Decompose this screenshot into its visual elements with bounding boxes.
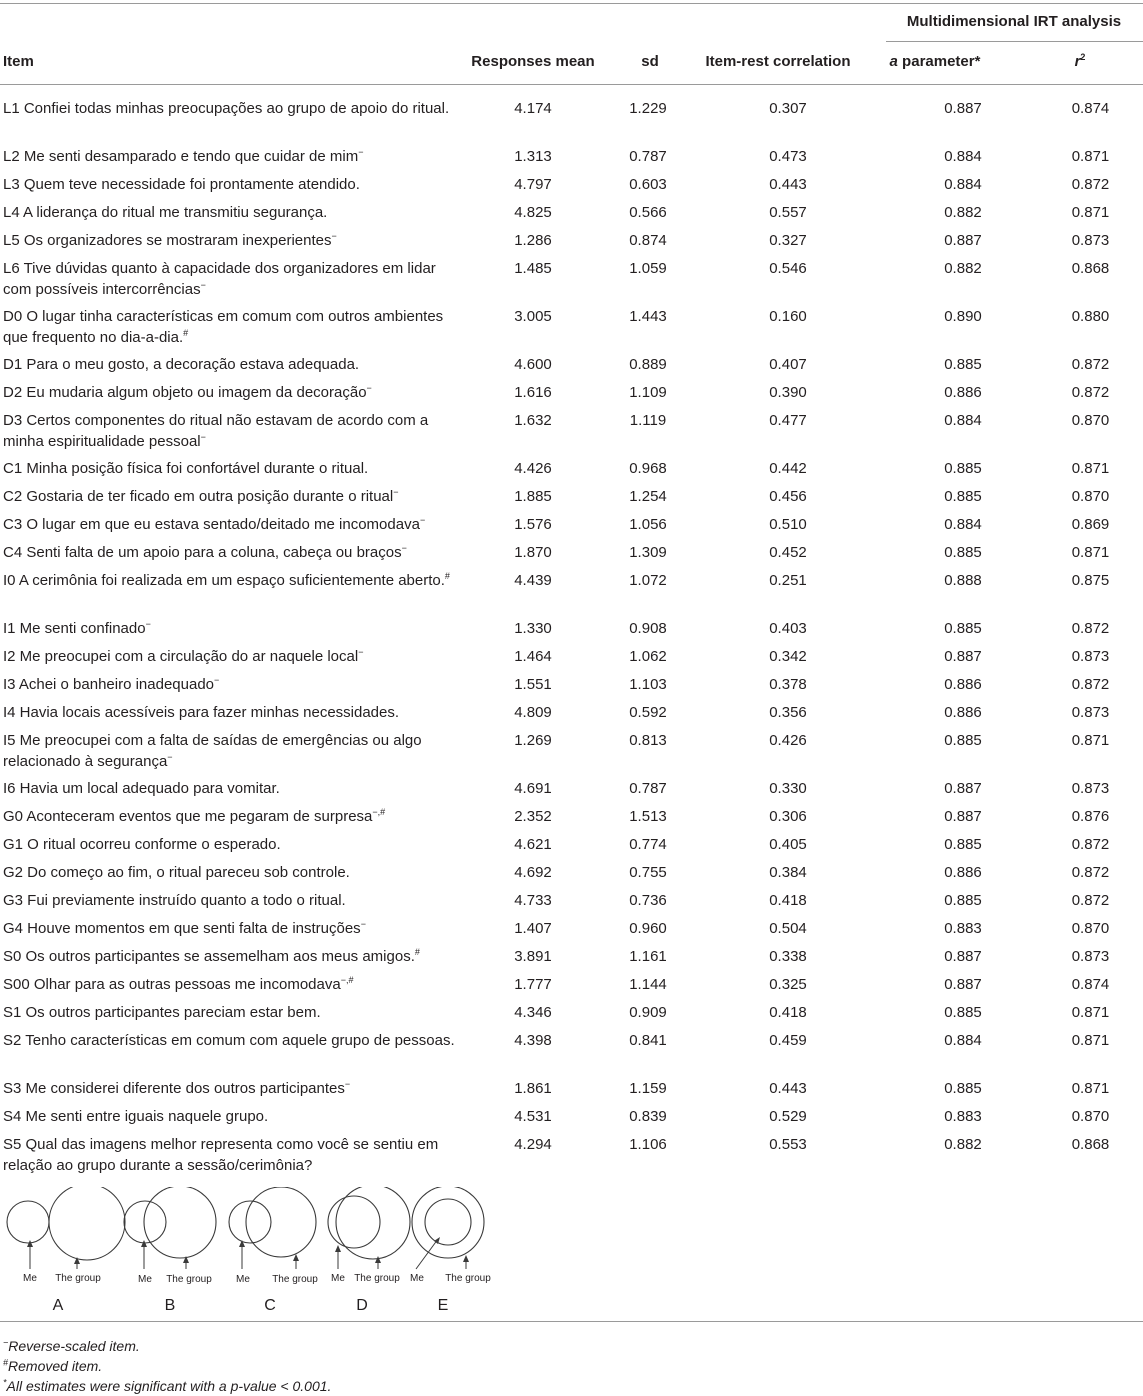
- sd-value: 1.109: [629, 384, 667, 401]
- item-text: I1 Me senti confinado−: [3, 619, 151, 637]
- option-b-me-label: Me: [138, 1274, 152, 1285]
- r2-value: 0.875: [1071, 572, 1110, 589]
- a-parameter: 0.887: [944, 808, 982, 825]
- responses-mean: 1.885: [514, 488, 552, 505]
- table-row: [0, 674, 1143, 702]
- item-text: D1 Para o meu gosto, a decoração estava adequada.: [3, 356, 360, 373]
- sd-value: 0.841: [629, 1032, 667, 1049]
- item-rest-correlation: 0.330: [769, 780, 807, 797]
- sd-value: 0.968: [629, 460, 667, 477]
- responses-mean: 4.692: [514, 864, 552, 881]
- responses-mean: 4.733: [514, 892, 552, 909]
- responses-mean: 4.621: [514, 836, 552, 853]
- a-parameter: 0.885: [944, 620, 982, 637]
- option-a-letter: A: [52, 1297, 64, 1314]
- responses-mean: 1.870: [514, 544, 552, 561]
- sd-value: 0.960: [629, 920, 667, 937]
- option-a-group-label: The group: [55, 1273, 101, 1284]
- a-parameter: 0.885: [944, 488, 982, 505]
- item-rest-correlation: 0.477: [769, 412, 807, 429]
- table-row: [0, 778, 1143, 806]
- items-table: [0, 98, 1143, 1176]
- responses-mean: 4.174: [514, 100, 552, 117]
- a-parameter: 0.883: [944, 920, 982, 937]
- sd-value: 0.592: [629, 704, 667, 721]
- col-header-sd: sd: [641, 53, 659, 70]
- item-rest-correlation: 0.325: [769, 976, 807, 993]
- item-text: C2 Gostaria de ter ficado em outra posição durante o ritual−: [3, 487, 399, 505]
- item-rest-correlation: 0.459: [769, 1032, 807, 1049]
- responses-mean: 1.576: [514, 516, 552, 533]
- responses-mean: 1.407: [514, 920, 552, 937]
- a-parameter: 0.882: [944, 1136, 982, 1153]
- table-row: [0, 946, 1143, 974]
- r2-value: 0.873: [1071, 648, 1110, 665]
- a-parameter: 0.887: [944, 948, 982, 965]
- option-b-me-circle: [124, 1201, 166, 1243]
- footnote-reverse-scaled: −Reverse-scaled item.: [3, 1337, 140, 1354]
- r2-value: 0.871: [1071, 732, 1110, 749]
- sd-value: 1.443: [629, 308, 667, 325]
- r2-value: 0.872: [1071, 356, 1110, 373]
- item-text: D0 O lugar tinha características em comum com outros ambientes que frequento no dia-a-dia.#: [3, 308, 444, 346]
- item-rest-correlation: 0.378: [769, 676, 807, 693]
- item-footnote-mark: −: [401, 543, 407, 553]
- col-header-item: Item: [3, 53, 34, 70]
- responses-mean: 1.777: [514, 976, 552, 993]
- a-parameter: 0.885: [944, 356, 982, 373]
- option-b-group-label: The group: [166, 1274, 212, 1285]
- item-rest-correlation: 0.504: [769, 920, 807, 937]
- r2-value: 0.874: [1071, 976, 1110, 993]
- a-parameter: 0.884: [944, 176, 982, 193]
- sd-value: 1.103: [629, 676, 667, 693]
- response-options-figure: [0, 1187, 500, 1317]
- sd-value: 1.072: [629, 572, 667, 589]
- responses-mean: 1.485: [514, 260, 552, 277]
- item-text: I5 Me preocupei com a falta de saídas de emergências ou algo relacionado à segurança−: [3, 732, 422, 770]
- sd-value: 1.056: [629, 516, 667, 533]
- group-underline: [886, 41, 1143, 42]
- item-text: C3 O lugar em que eu estava sentado/deitado me incomodava−: [3, 515, 426, 533]
- table-row: [0, 1030, 1143, 1078]
- r2-value: 0.873: [1071, 704, 1110, 721]
- responses-mean: 4.294: [514, 1136, 552, 1153]
- sd-value: 0.909: [629, 1004, 667, 1021]
- sd-value: 0.874: [629, 232, 667, 249]
- item-footnote-mark: −: [419, 515, 426, 525]
- r2-value: 0.872: [1071, 892, 1110, 909]
- table-row: [0, 1134, 1143, 1176]
- r2-value: 0.870: [1071, 920, 1110, 937]
- responses-mean: 4.531: [514, 1108, 552, 1125]
- a-parameter: 0.886: [944, 384, 982, 401]
- table-row: [0, 354, 1143, 382]
- r2-value: 0.868: [1071, 260, 1110, 277]
- item-text: G1 O ritual ocorreu conforme o esperado.: [3, 836, 281, 853]
- option-d-me-label: Me: [331, 1273, 345, 1284]
- item-rest-correlation: 0.426: [769, 732, 807, 749]
- item-rest-correlation: 0.405: [769, 836, 807, 853]
- a-parameter: 0.886: [944, 704, 982, 721]
- item-rest-correlation: 0.390: [769, 384, 807, 401]
- a-parameter: 0.885: [944, 836, 982, 853]
- responses-mean: 1.286: [514, 232, 552, 249]
- a-parameter: 0.885: [944, 544, 982, 561]
- a-parameter: 0.884: [944, 1032, 982, 1049]
- item-rest-correlation: 0.456: [769, 488, 807, 505]
- r2-value: 0.871: [1071, 460, 1110, 477]
- item-text: S2 Tenho características em comum com aquele grupo de pessoas.: [3, 1032, 455, 1049]
- col-header-itemrest: Item-rest correlation: [705, 53, 851, 70]
- responses-mean: 3.005: [514, 308, 552, 325]
- table-row: [0, 174, 1143, 202]
- responses-mean: 4.426: [514, 460, 552, 477]
- sd-value: 0.566: [629, 204, 667, 221]
- option-c-group-circle: [246, 1187, 316, 1257]
- item-text: S0 Os outros participantes se assemelham aos meus amigos.#: [3, 947, 420, 965]
- responses-mean: 4.691: [514, 780, 552, 797]
- item-rest-correlation: 0.342: [769, 648, 807, 665]
- item-text: L4 A liderança do ritual me transmitiu segurança.: [3, 204, 328, 221]
- r2-value: 0.869: [1071, 516, 1110, 533]
- sd-value: 1.309: [629, 544, 667, 561]
- a-parameter: 0.884: [944, 412, 982, 429]
- sd-value: 0.813: [629, 732, 667, 749]
- option-c-group-label: The group: [272, 1274, 318, 1285]
- option-d-group-label: The group: [354, 1273, 400, 1284]
- option-a-me-circle: [7, 1201, 49, 1243]
- r2-value: 0.868: [1071, 1136, 1110, 1153]
- option-c-me-circle: [229, 1201, 271, 1243]
- table-row: [0, 258, 1143, 306]
- a-parameter: 0.887: [944, 648, 982, 665]
- item-rest-correlation: 0.529: [769, 1108, 807, 1125]
- r2-value: 0.874: [1071, 100, 1110, 117]
- item-text: I0 A cerimônia foi realizada em um espaço suficientemente aberto.#: [3, 571, 450, 589]
- option-c-me-label: Me: [236, 1274, 250, 1285]
- item-footnote-mark: −: [358, 147, 364, 157]
- a-parameter: 0.884: [944, 148, 982, 165]
- a-parameter: 0.887: [944, 976, 982, 993]
- table-row: [0, 1106, 1143, 1134]
- item-text: C1 Minha posição física foi confortável durante o ritual.: [3, 460, 369, 477]
- option-e-group-label: The group: [445, 1273, 491, 1284]
- footnote-significance: *All estimates were significant with a p-value < 0.001.: [3, 1377, 332, 1394]
- a-parameter: 0.886: [944, 676, 982, 693]
- item-rest-correlation: 0.251: [769, 572, 807, 589]
- a-parameter: 0.882: [944, 260, 982, 277]
- item-text: L5 Os organizadores se mostraram inexperientes−: [3, 231, 337, 249]
- sd-value: 1.159: [629, 1080, 667, 1097]
- option-e-group-circle: [412, 1187, 484, 1258]
- table-bottom-rule: [0, 1321, 1143, 1322]
- option-e-me-circle: [425, 1199, 471, 1245]
- item-text: L2 Me senti desamparado e tendo que cuidar de mim−: [3, 147, 364, 165]
- item-footnote-mark: −: [200, 280, 206, 290]
- item-text: S4 Me senti entre iguais naquele grupo.: [3, 1108, 269, 1125]
- item-footnote-mark: −: [145, 619, 151, 629]
- responses-mean: 4.809: [514, 704, 552, 721]
- a-parameter: 0.888: [944, 572, 982, 589]
- item-footnote-mark: −: [200, 432, 206, 442]
- item-footnote-mark: −: [358, 647, 364, 657]
- item-rest-correlation: 0.418: [769, 1004, 807, 1021]
- r2-value: 0.873: [1071, 780, 1110, 797]
- table-row: [0, 98, 1143, 146]
- a-parameter: 0.885: [944, 1004, 982, 1021]
- option-a-group-circle: [49, 1187, 125, 1260]
- r2-value: 0.872: [1071, 676, 1110, 693]
- table-row: [0, 834, 1143, 862]
- r2-value: 0.872: [1071, 620, 1110, 637]
- item-footnote-mark: −: [344, 1079, 351, 1089]
- a-parameter: 0.884: [944, 516, 982, 533]
- top-rule: [0, 3, 1143, 4]
- header-bottom-rule: [0, 84, 1143, 85]
- item-footnote-mark: −: [331, 231, 337, 241]
- item-text: L6 Tive dúvidas quanto à capacidade dos organizadores em lidar com possíveis intercorrências−: [3, 260, 436, 298]
- responses-mean: 3.891: [514, 948, 552, 965]
- table-row: [0, 230, 1143, 258]
- item-rest-correlation: 0.553: [769, 1136, 807, 1153]
- a-parameter: 0.886: [944, 864, 982, 881]
- sd-value: 1.106: [629, 1136, 667, 1153]
- item-rest-correlation: 0.473: [769, 148, 807, 165]
- item-rest-correlation: 0.327: [769, 232, 807, 249]
- table-row: [0, 570, 1143, 618]
- option-d-group-circle: [336, 1187, 410, 1259]
- item-rest-correlation: 0.306: [769, 808, 807, 825]
- item-text: S00 Olhar para as outras pessoas me incomodava−,#: [3, 975, 354, 993]
- responses-mean: 1.330: [514, 620, 552, 637]
- a-parameter: 0.890: [944, 308, 982, 325]
- item-footnote-mark: −: [393, 487, 399, 497]
- item-rest-correlation: 0.443: [769, 176, 807, 193]
- item-text: G2 Do começo ao fim, o ritual pareceu sob controle.: [3, 864, 350, 881]
- table-row: [0, 410, 1143, 458]
- r2-value: 0.871: [1071, 148, 1110, 165]
- responses-mean: 4.439: [514, 572, 552, 589]
- table-row: [0, 730, 1143, 778]
- item-text: G0 Aconteceram eventos que me pegaram de surpresa−,#: [3, 807, 386, 825]
- responses-mean: 4.398: [514, 1032, 552, 1049]
- responses-mean: 4.346: [514, 1004, 552, 1021]
- col-header-mean: Responses mean: [471, 53, 595, 70]
- item-footnote-mark: #: [444, 571, 450, 581]
- sd-value: 0.889: [629, 356, 667, 373]
- item-rest-correlation: 0.442: [769, 460, 807, 477]
- item-rest-correlation: 0.356: [769, 704, 807, 721]
- table-row: [0, 542, 1143, 570]
- option-e-letter: E: [437, 1297, 449, 1314]
- r2-value: 0.873: [1071, 232, 1110, 249]
- sd-value: 0.755: [629, 864, 667, 881]
- a-parameter: 0.887: [944, 232, 982, 249]
- item-footnote-mark: −,#: [372, 807, 386, 817]
- option-b-letter: B: [164, 1297, 176, 1314]
- sd-value: 0.603: [629, 176, 667, 193]
- responses-mean: 1.616: [514, 384, 552, 401]
- item-rest-correlation: 0.384: [769, 864, 807, 881]
- sd-value: 1.144: [629, 976, 667, 993]
- a-parameter: 0.887: [944, 780, 982, 797]
- table-row: [0, 1078, 1143, 1106]
- responses-mean: 1.632: [514, 412, 552, 429]
- responses-mean: 1.861: [514, 1080, 552, 1097]
- item-footnote-mark: −,#: [340, 975, 354, 985]
- r2-value: 0.872: [1071, 864, 1110, 881]
- item-rest-correlation: 0.557: [769, 204, 807, 221]
- a-parameter: 0.885: [944, 1080, 982, 1097]
- r2-value: 0.870: [1071, 1108, 1110, 1125]
- table-row: [0, 146, 1143, 174]
- responses-mean: 1.551: [514, 676, 552, 693]
- table-row: [0, 806, 1143, 834]
- sd-value: 0.774: [629, 836, 667, 853]
- item-text: I6 Havia um local adequado para vomitar.: [3, 780, 280, 797]
- item-text: G3 Fui previamente instruído quanto a todo o ritual.: [3, 892, 346, 909]
- r2-value: 0.880: [1071, 308, 1110, 325]
- sd-value: 1.059: [629, 260, 667, 277]
- item-text: I3 Achei o banheiro inadequado−: [3, 675, 220, 693]
- footnotes: [3, 1336, 331, 1396]
- item-rest-correlation: 0.403: [769, 620, 807, 637]
- item-text: S5 Qual das imagens melhor representa como você se sentiu em relação ao grupo durante a sessão/cerimônia?: [3, 1136, 439, 1174]
- group-header: Multidimensional IRT analysis: [906, 13, 1122, 30]
- item-text: S3 Me considerei diferente dos outros participantes−: [3, 1079, 351, 1097]
- table-row: [0, 306, 1143, 354]
- item-text: I4 Havia locais acessíveis para fazer minhas necessidades.: [3, 704, 400, 721]
- table-row: [0, 486, 1143, 514]
- table-row: [0, 1002, 1143, 1030]
- item-text: S1 Os outros participantes pareciam estar bem.: [3, 1004, 321, 1021]
- item-text: G4 Houve momentos em que senti falta de instruções−: [3, 919, 366, 937]
- a-parameter: 0.885: [944, 732, 982, 749]
- sd-value: 1.119: [629, 412, 667, 429]
- a-parameter: 0.882: [944, 204, 982, 221]
- item-footnote-mark: −: [366, 383, 372, 393]
- responses-mean: 1.464: [514, 648, 552, 665]
- item-footnote-mark: −: [214, 675, 220, 685]
- table-row: [0, 382, 1143, 410]
- table-row: [0, 202, 1143, 230]
- item-rest-correlation: 0.443: [769, 1080, 807, 1097]
- responses-mean: 2.352: [514, 808, 552, 825]
- item-footnote-mark: #: [183, 328, 189, 338]
- item-rest-correlation: 0.407: [769, 356, 807, 373]
- footnote-removed: #Removed item.: [3, 1357, 103, 1374]
- table-row: [0, 918, 1143, 946]
- item-text: L3 Quem teve necessidade foi prontamente atendido.: [3, 176, 360, 193]
- responses-mean: 4.600: [514, 356, 552, 373]
- item-rest-correlation: 0.546: [769, 260, 807, 277]
- option-c-letter: C: [264, 1297, 276, 1314]
- r2-value: 0.873: [1071, 948, 1110, 965]
- item-rest-correlation: 0.307: [769, 100, 807, 117]
- r2-value: 0.872: [1071, 384, 1110, 401]
- r2-value: 0.871: [1071, 544, 1110, 561]
- r2-value: 0.870: [1071, 412, 1110, 429]
- sd-value: 0.908: [629, 620, 667, 637]
- sd-value: 0.736: [629, 892, 667, 909]
- responses-mean: 4.797: [514, 176, 552, 193]
- sd-value: 0.787: [629, 780, 667, 797]
- r2-value: 0.872: [1071, 836, 1110, 853]
- a-parameter: 0.887: [944, 100, 982, 117]
- r2-value: 0.871: [1071, 1004, 1110, 1021]
- r2-value: 0.871: [1071, 1032, 1110, 1049]
- option-a-me-label: Me: [23, 1273, 37, 1284]
- sd-value: 1.161: [629, 948, 667, 965]
- item-rest-correlation: 0.452: [769, 544, 807, 561]
- table-row: [0, 890, 1143, 918]
- table-row: [0, 974, 1143, 1002]
- a-parameter: 0.885: [944, 892, 982, 909]
- option-d-letter: D: [356, 1297, 368, 1314]
- option-e-me-label: Me: [410, 1273, 424, 1284]
- table-row: [0, 618, 1143, 646]
- r2-value: 0.871: [1071, 1080, 1110, 1097]
- a-parameter: 0.885: [944, 460, 982, 477]
- table-row: [0, 514, 1143, 542]
- table-row: [0, 862, 1143, 890]
- item-rest-correlation: 0.418: [769, 892, 807, 909]
- item-text: D2 Eu mudaria algum objeto ou imagem da decoração−: [3, 383, 372, 401]
- item-rest-correlation: 0.160: [769, 308, 807, 325]
- item-text: I2 Me preocupei com a circulação do ar naquele local−: [3, 647, 364, 665]
- responses-mean: 1.313: [514, 148, 552, 165]
- item-text: L1 Confiei todas minhas preocupações ao grupo de apoio do ritual.: [3, 100, 450, 117]
- r2-value: 0.870: [1071, 488, 1110, 505]
- responses-mean: 1.269: [514, 732, 552, 749]
- item-footnote-mark: #: [414, 947, 420, 957]
- item-footnote-mark: −: [167, 752, 173, 762]
- sd-value: 1.229: [629, 100, 667, 117]
- sd-value: 1.254: [629, 488, 667, 505]
- item-text: D3 Certos componentes do ritual não estavam de acordo com a minha espiritualidade pessoal−: [3, 412, 429, 450]
- table-row: [0, 702, 1143, 730]
- table-row: [0, 646, 1143, 674]
- r2-value: 0.871: [1071, 204, 1110, 221]
- r2-value: 0.872: [1071, 176, 1110, 193]
- responses-mean: 4.825: [514, 204, 552, 221]
- sd-value: 0.787: [629, 148, 667, 165]
- col-header-a-parameter: a parameter*: [889, 53, 981, 70]
- a-parameter: 0.883: [944, 1108, 982, 1125]
- col-header-r2: $r^2$: [1074, 52, 1086, 70]
- item-rest-correlation: 0.338: [769, 948, 807, 965]
- sd-value: 1.513: [629, 808, 667, 825]
- item-text: C4 Senti falta de um apoio para a coluna, cabeça ou braços−: [3, 543, 407, 561]
- sd-value: 1.062: [629, 648, 667, 665]
- option-b-group-circle: [144, 1187, 216, 1258]
- table-row: [0, 458, 1143, 486]
- r2-value: 0.876: [1071, 808, 1110, 825]
- item-rest-correlation: 0.510: [769, 516, 807, 533]
- sd-value: 0.839: [629, 1108, 667, 1125]
- item-footnote-mark: −: [360, 919, 366, 929]
